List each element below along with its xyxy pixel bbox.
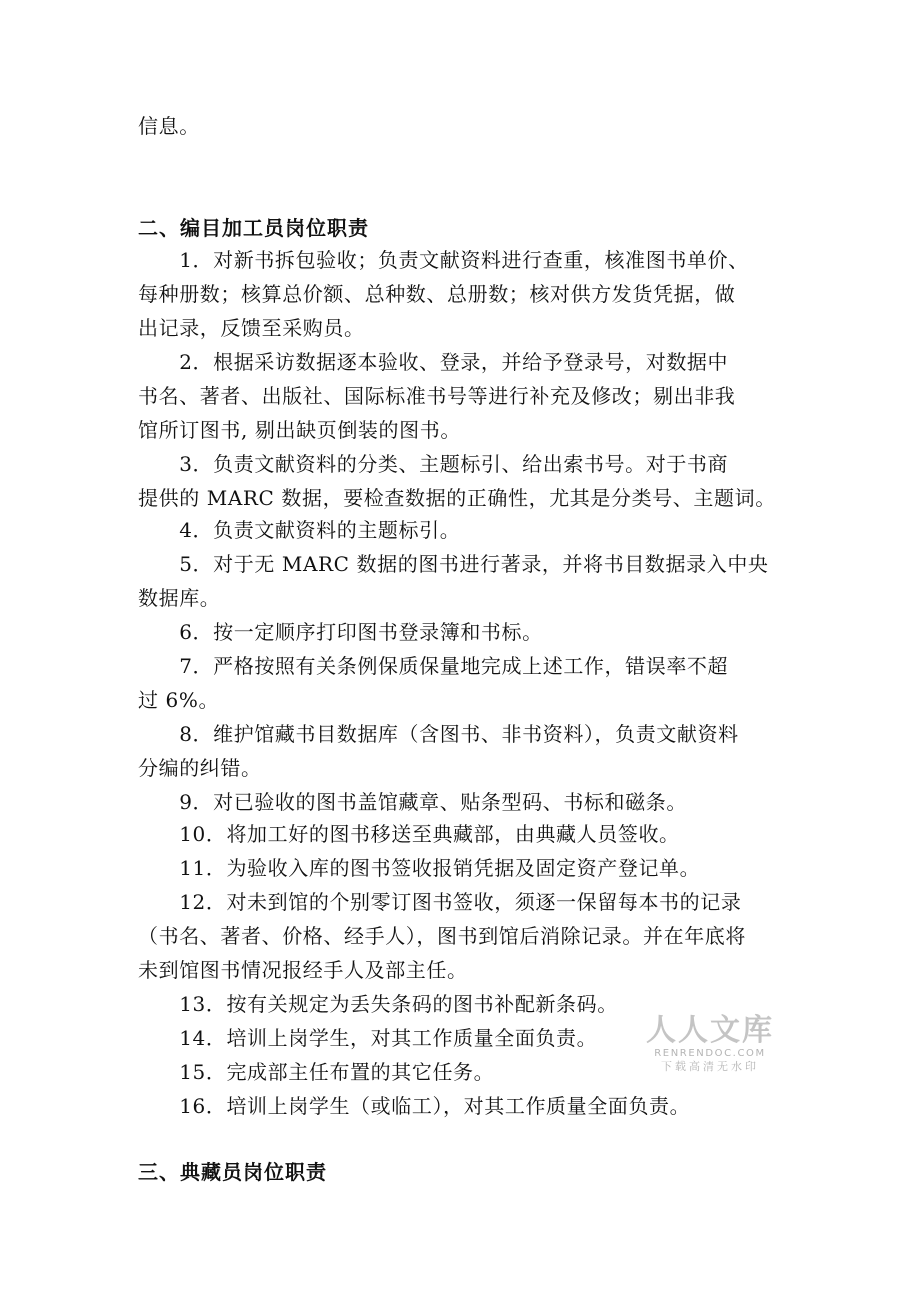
- watermark-logo: [646, 1014, 774, 1074]
- watermark-title: 人人文库: [646, 1013, 774, 1048]
- paragraph-line: 过 6%。: [138, 688, 220, 712]
- intro-tail-text: 信息。: [138, 114, 200, 138]
- paragraph-line: 10．将加工好的图书移送至典藏部，由典藏人员签收。: [138, 822, 680, 846]
- paragraph-line: 13．按有关规定为丢失条码的图书补配新条码。: [138, 992, 618, 1016]
- paragraph-line: 每种册数；核算总价额、总种数、总册数；核对供方发货凭据，做: [138, 282, 736, 306]
- paragraph-line: 9．对已验收的图书盖馆藏章、贴条型码、书标和磁条。: [138, 790, 687, 814]
- section-3-heading: 三、典藏员岗位职责: [138, 1160, 327, 1184]
- paragraph-line: 数据库。: [138, 586, 221, 610]
- paragraph-line: 出记录，反馈至采购员。: [138, 316, 365, 340]
- paragraph-line: 11．为验收入库的图书签收报销凭据及固定资产登记单。: [138, 856, 701, 880]
- paragraph-line: 16．培训上岗学生（或临工），对其工作质量全面负责。: [138, 1094, 691, 1118]
- paragraph-line: 提供的 MARC 数据，要检查数据的正确性，尤其是分类号、主题词。: [138, 486, 776, 510]
- paragraph-line: 12．对未到馆的个别零订图书签收，须逐一保留每本书的记录: [138, 890, 742, 914]
- section-2-heading: 二、编目加工员岗位职责: [138, 216, 369, 240]
- paragraph-line: 8．维护馆藏书目数据库（含图书、非书资料），负责文献资料: [138, 722, 739, 746]
- paragraph-line: 5．对于无 MARC 数据的图书进行著录，并将书目数据录入中央: [138, 552, 769, 576]
- watermark-url: RENRENDOC.COM: [654, 1048, 766, 1059]
- paragraph-line: 2．根据采访数据逐本验收、登录，并给予登录号，对数据中: [138, 350, 729, 374]
- paragraph-line: （书名、著者、价格、经手人），图书到馆后消除记录。并在年底将: [138, 924, 746, 948]
- paragraph-line: 7．严格按照有关条例保质保量地完成上述工作，错误率不超: [138, 654, 729, 678]
- paragraph-line: 4．负责文献资料的主题标引。: [138, 518, 461, 542]
- paragraph-line: 14．培训上岗学生，对其工作质量全面负责。: [138, 1026, 598, 1050]
- paragraph-line: 未到馆图书情况报经手人及部主任。: [138, 958, 468, 982]
- paragraph-line: 1．对新书拆包验收；负责文献资料进行查重，核准图书单价、: [138, 248, 749, 272]
- paragraph-line: 分编的纠错。: [138, 756, 262, 780]
- paragraph-line: 6．按一定顺序打印图书登录簿和书标。: [138, 620, 543, 644]
- paragraph-line: 15．完成部主任布置的其它任务。: [138, 1060, 495, 1084]
- paragraph-line: 3．负责文献资料的分类、主题标引、给出索书号。对于书商: [138, 452, 729, 476]
- paragraph-line: 书名、著者、出版社、国际标准书号等进行补充及修改；剔出非我: [138, 384, 736, 408]
- watermark-slogan: 下载高清无水印: [661, 1060, 759, 1073]
- paragraph-line: 馆所订图书, 剔出缺页倒装的图书。: [138, 418, 461, 442]
